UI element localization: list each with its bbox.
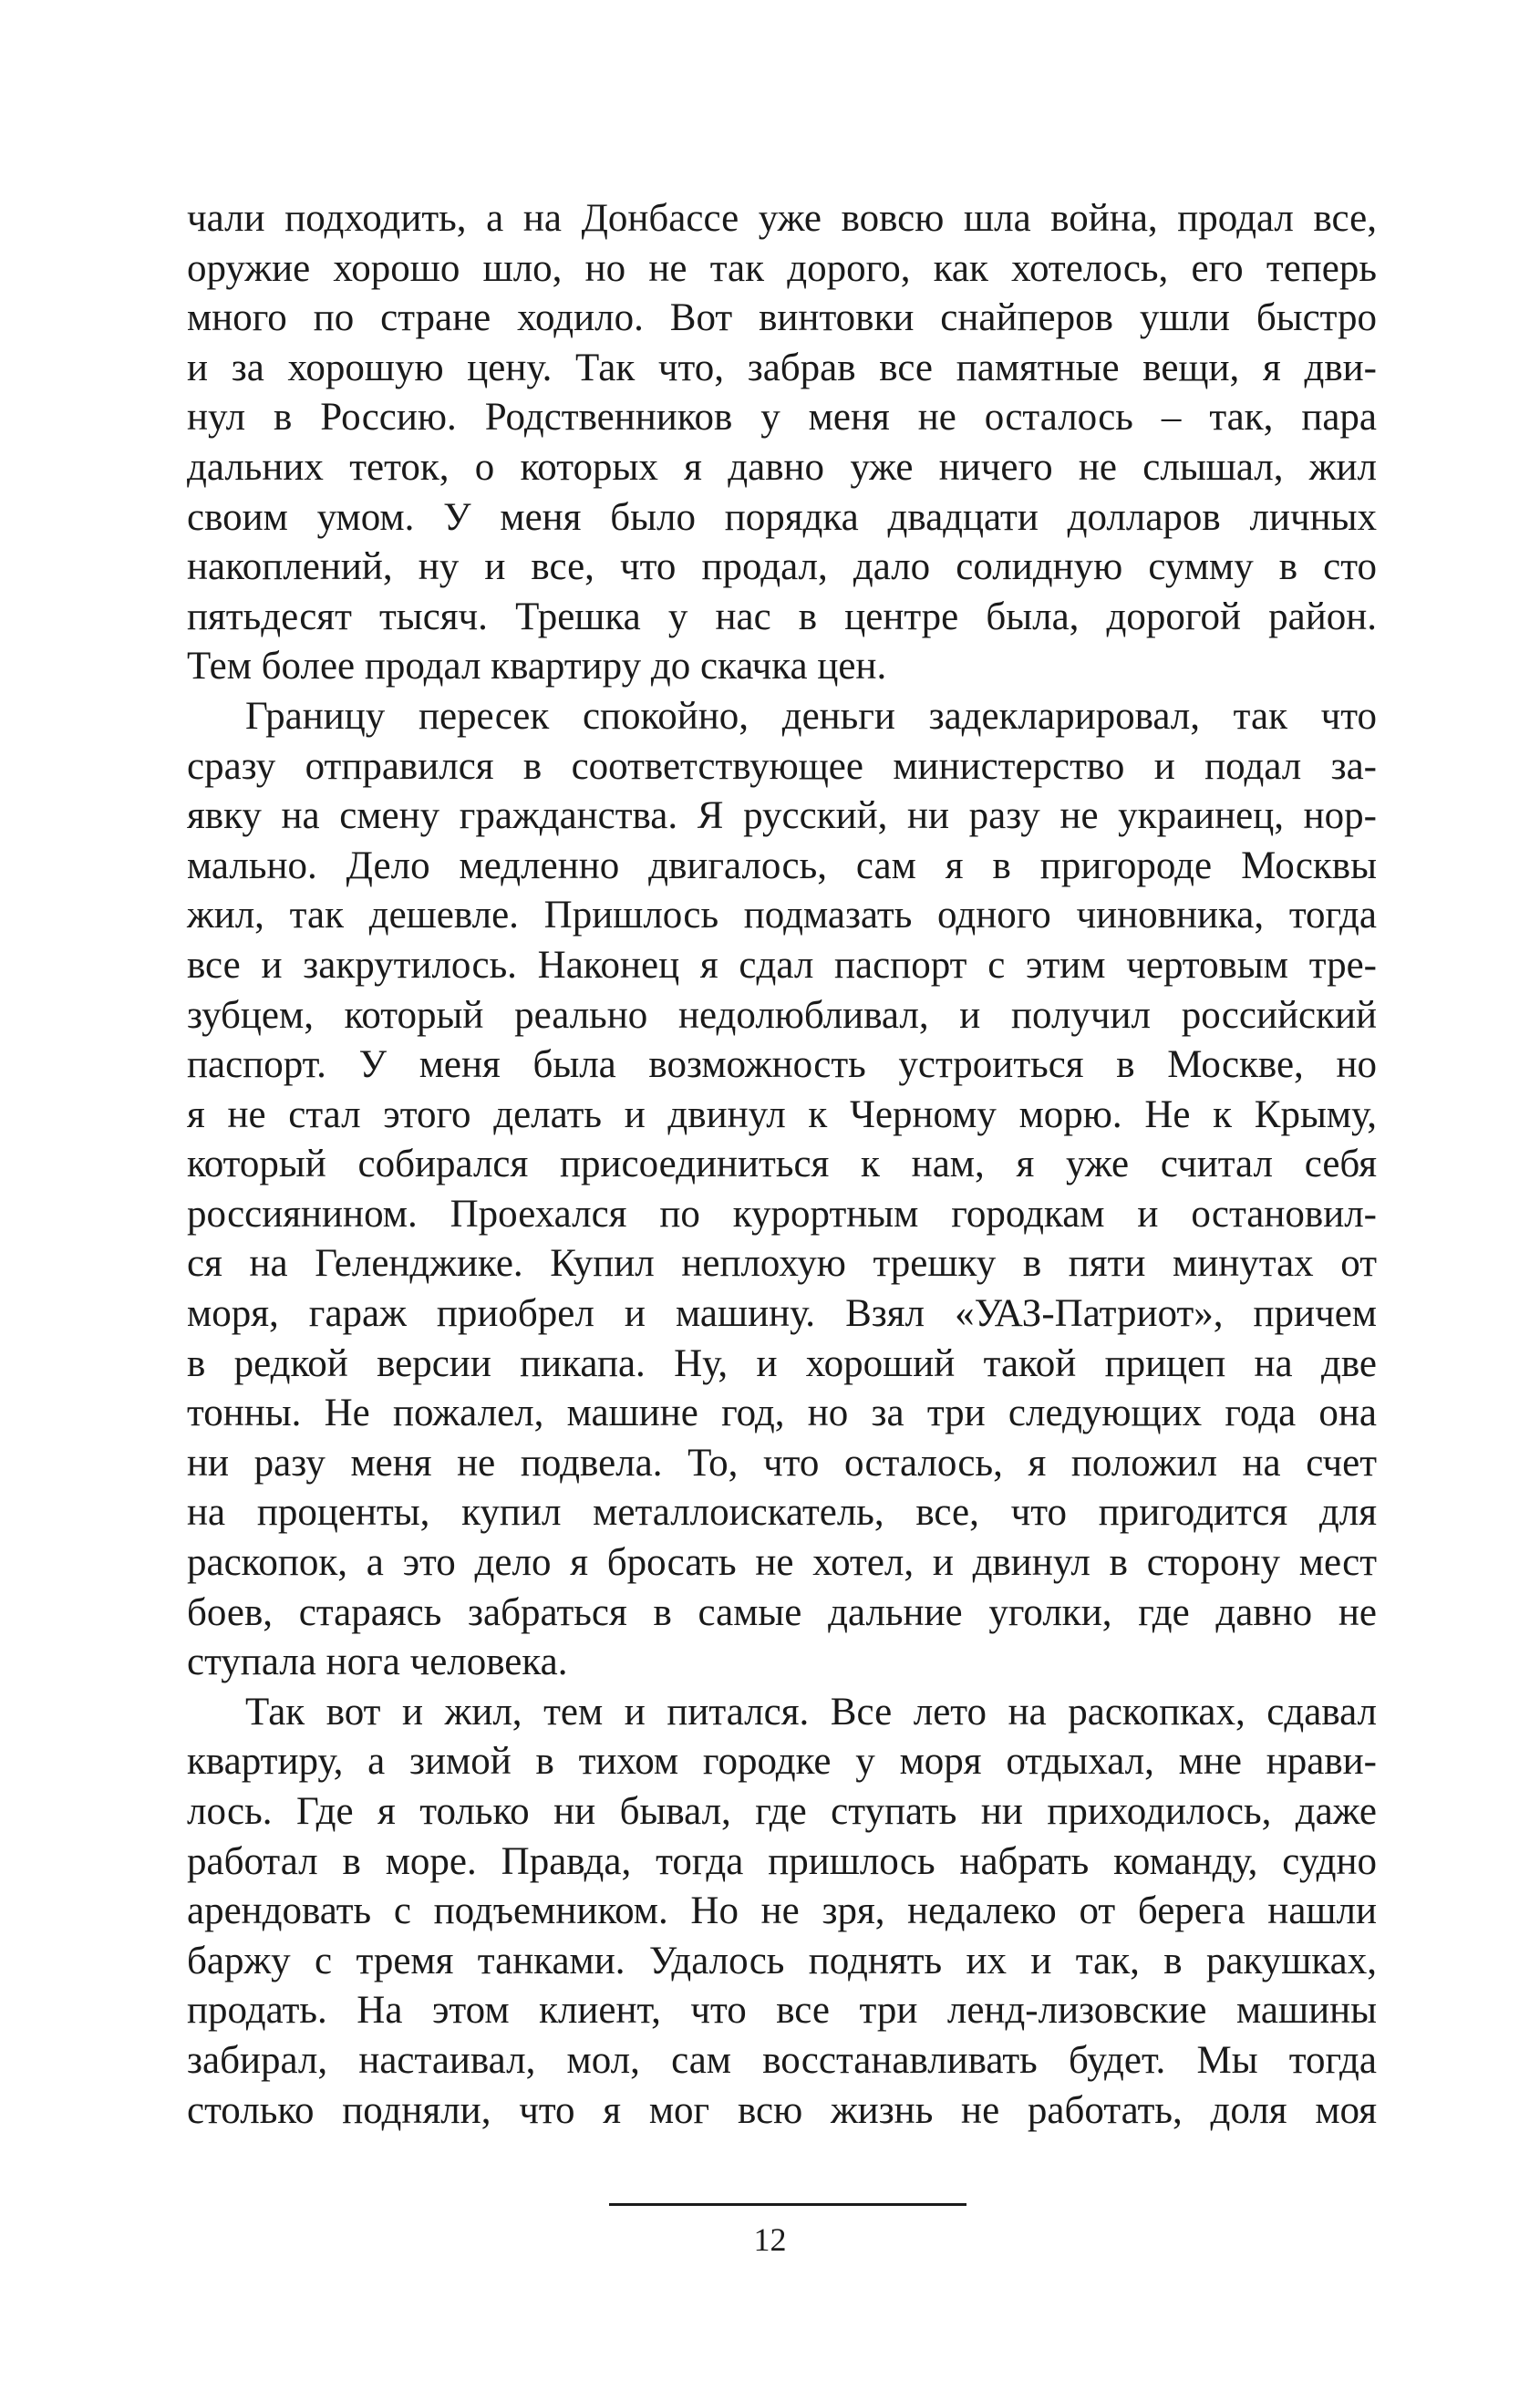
text-line: работал в море. Правда, тогда пришлось набрать команду, судно xyxy=(187,1839,1377,1883)
text-line: Границу пересек спокойно, деньги задекларировал, так что xyxy=(245,694,1377,738)
text-line: ни разу меня не подвела. То, что осталось, я положил на счет xyxy=(187,1441,1377,1485)
text-line: столько подняли, что я мог всю жизнь не работать, доля моя xyxy=(187,2088,1377,2132)
text-line: лось. Где я только ни бывал, где ступать ни приходилось, даже xyxy=(187,1790,1377,1833)
text-line: Так вот и жил, тем и питался. Все лето на раскопках, сдавал xyxy=(245,1690,1377,1734)
text-line: раскопок, а это дело я бросать не хотел, и двинул в сторону мест xyxy=(187,1541,1377,1585)
paragraph-1 xyxy=(187,194,1377,692)
text-line: все и закрутилось. Наконец я сдал паспорт с этим чертовым тре- xyxy=(187,943,1377,987)
text-line: я не стал этого делать и двинул к Черному морю. Не к Крыму, xyxy=(187,1092,1377,1136)
text-line: ступала нога человека. xyxy=(187,1641,568,1684)
text-line: продать. На этом клиент, что все три ленд-лизовские машины xyxy=(187,1989,1377,2033)
text-line: квартиру, а зимой в тихом городке у моря отдыхал, мне нрави- xyxy=(187,1740,1377,1784)
text-line: ся на Геленджике. Купил неплохую трешку в пяти минутах от xyxy=(187,1242,1377,1286)
text-line: пятьдесят тысяч. Трешка у нас в центре была, дорогой район. xyxy=(187,595,1377,638)
text-line: накоплений, ну и все, что продал, дало солидную сумму в сто xyxy=(187,545,1377,589)
text-line: россиянином. Проехался по курортным городкам и остановил- xyxy=(187,1192,1377,1236)
text-line: явку на смену гражданства. Я русский, ни разу не украинец, нор- xyxy=(187,794,1377,838)
text-line: оружие хорошо шло, но не так дорого, как хотелось, его теперь xyxy=(187,246,1377,290)
text-line: и за хорошую цену. Так что, забрав все памятные вещи, я дви- xyxy=(187,346,1377,389)
text-line: своим умом. У меня было порядка двадцати долларов личных xyxy=(187,495,1377,539)
text-line: мально. Дело медленно двигалось, сам я в пригороде Москвы xyxy=(187,844,1377,887)
text-line: жил, так дешевле. Пришлось подмазать одного чиновника, тогда xyxy=(187,894,1377,937)
text-line: много по стране ходило. Вот винтовки снайперов ушли быстро xyxy=(187,296,1377,340)
footer-divider xyxy=(609,2203,966,2206)
paragraph-3 xyxy=(187,1688,1377,2136)
page-number: 12 xyxy=(753,2221,787,2258)
text-line: забирал, настаивал, мол, сам восстанавливать будет. Мы тогда xyxy=(187,2038,1377,2082)
text-line: баржу с тремя танками. Удалось поднять их и так, в ракушках, xyxy=(187,1939,1377,1982)
text-line: дальних теток, о которых я давно уже ничего не слышал, жил xyxy=(187,445,1377,489)
text-line: который собирался присоединиться к нам, я уже считал себя xyxy=(187,1143,1377,1186)
text-line: сразу отправился в соответствующее министерство и подал за- xyxy=(187,744,1377,788)
text-line: чали подходить, а на Донбассе уже вовсю шла война, продал все, xyxy=(187,197,1377,240)
text-line: на проценты, купил металлоискатель, все, что пригодится для xyxy=(187,1491,1377,1535)
text-line: боев, стараясь забраться в самые дальние уголки, где давно не xyxy=(187,1590,1377,1634)
body-text xyxy=(187,194,1377,2136)
text-line: паспорт. У меня была возможность устроиться в Москве, но xyxy=(187,1043,1377,1087)
paragraph-2 xyxy=(187,692,1377,1688)
text-line: тонны. Не пожалел, машине год, но за три следующих года она xyxy=(187,1392,1377,1435)
text-line: Тем более продал квартиру до скачка цен. xyxy=(187,645,887,688)
text-line: арендовать с подъемником. Но не зря, недалеко от берега нашли xyxy=(187,1889,1377,1933)
text-line: в редкой версии пикапа. Ну, и хороший такой прицеп на две xyxy=(187,1341,1377,1385)
text-line: зубцем, который реально недолюбливал, и получил российский xyxy=(187,993,1377,1037)
text-line: нул в Россию. Родственников у меня не осталось – так, пара xyxy=(187,396,1377,440)
text-line: моря, гараж приобрел и машину. Взял «УАЗ-Патриот», причем xyxy=(187,1292,1377,1336)
